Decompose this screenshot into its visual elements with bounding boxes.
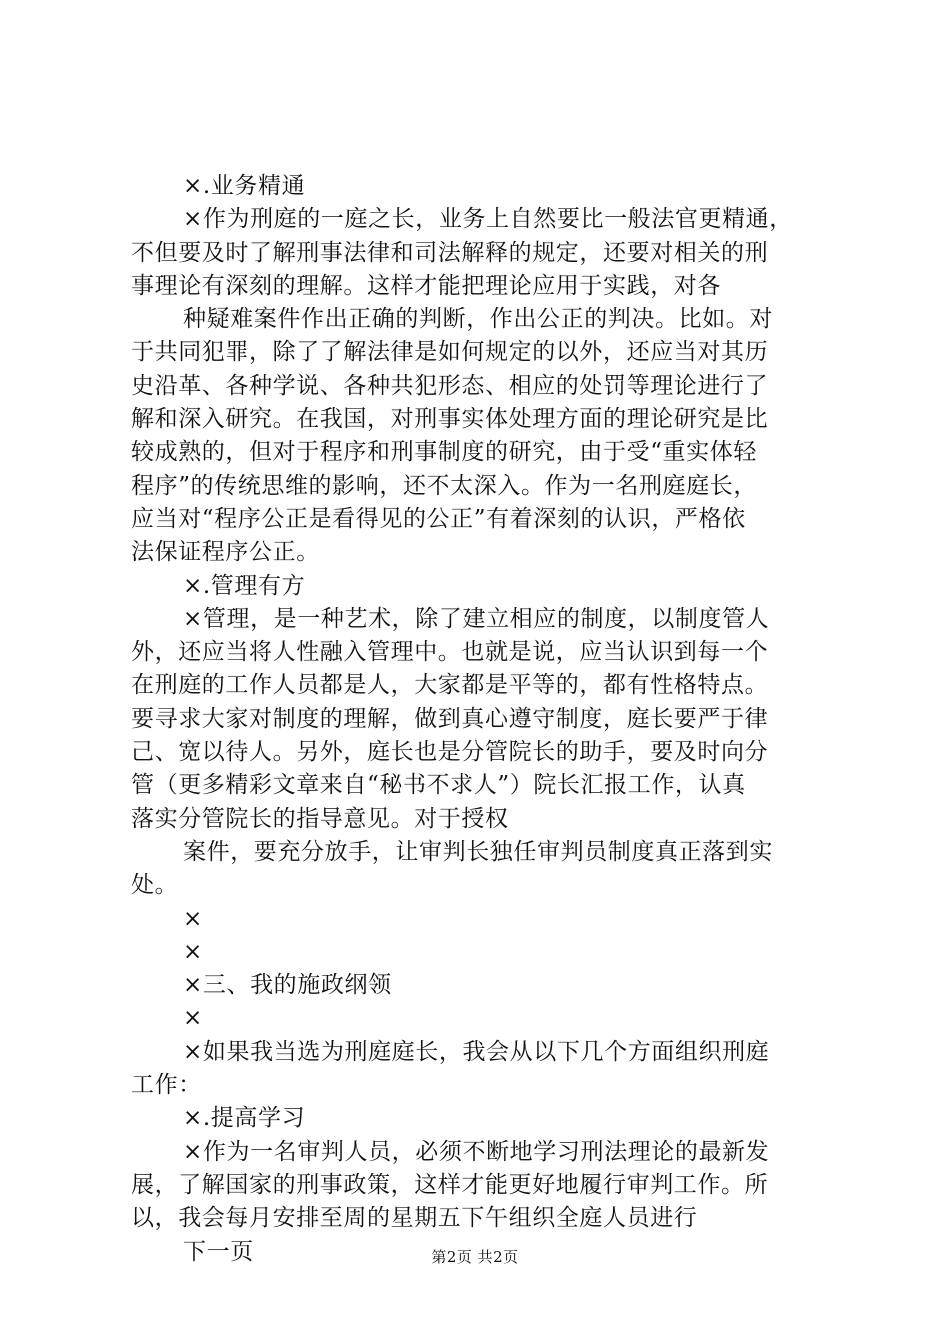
text-line: 外，还应当将人性融入管理中。也就是说，应当认识到每一个 bbox=[131, 639, 769, 666]
text-line: 处。 bbox=[131, 872, 179, 899]
text-line: ×.管理有方 bbox=[183, 572, 306, 599]
text-line: 己、宽以待人。另外，庭长也是分管院长的助手，要及时向分 bbox=[131, 739, 769, 766]
text-line: ×作为刑庭的一庭之长，业务上自然要比一般法官更精通， bbox=[183, 206, 793, 233]
text-line: 落实分管院长的指导意见。对于授权 bbox=[131, 805, 509, 832]
text-line: 展，了解国家的刑事政策，这样才能更好地履行审判工作。所 bbox=[131, 1171, 769, 1198]
text-line: 法保证程序公正。 bbox=[131, 539, 320, 566]
text-line: 于共同犯罪，除了了解法律是如何规定的以外，还应当对其历 bbox=[131, 339, 769, 366]
text-line: ×.提高学习 bbox=[183, 1105, 306, 1132]
text-line: ×三、我的施政纲领 bbox=[183, 972, 392, 999]
text-line: 解和深入研究。在我国，对刑事实体处理方面的理论研究是比 bbox=[131, 406, 769, 433]
text-line: 程序”的传统思维的影响，还不太深入。作为一名刑庭庭长， bbox=[131, 472, 757, 499]
text-line: 下一页 bbox=[183, 1238, 254, 1265]
text-line: ×作为一名审判人员，必须不断地学习刑法理论的最新发 bbox=[183, 1138, 770, 1165]
text-line: 以，我会每月安排至周的星期五下午组织全庭人员进行 bbox=[131, 1205, 698, 1232]
text-line: 在刑庭的工作人员都是人，大家都是平等的，都有性格特点。 bbox=[131, 672, 769, 699]
document-body bbox=[131, 170, 831, 1269]
text-line: 事理论有深刻的理解。这样才能把理论应用于实践，对各 bbox=[131, 272, 721, 299]
text-line: 种疑难案件作出正确的判断，作出公正的判决。比如。对 bbox=[183, 306, 773, 333]
text-line: 工作： bbox=[131, 1072, 202, 1099]
text-line: ×.业务精通 bbox=[183, 173, 306, 199]
text-line: ×管理，是一种艺术，除了建立相应的制度，以制度管人 bbox=[183, 605, 770, 632]
text-line: × bbox=[183, 905, 203, 932]
text-line: 史沿革、各种学说、各种共犯形态、相应的处罚等理论进行了 bbox=[131, 372, 769, 399]
text-line: × bbox=[183, 1005, 203, 1032]
text-line: 不但要及时了解刑事法律和司法解释的规定，还要对相关的刑 bbox=[131, 239, 769, 266]
text-line: 案件，要充分放手，让审判长独任审判员制度真正落到实 bbox=[183, 838, 773, 865]
text-line: 应当对“程序公正是看得见的公正”有着深刻的认识，严格依 bbox=[131, 505, 746, 532]
page-footer: 第2页 共2页 bbox=[431, 1248, 519, 1266]
text-line: × bbox=[183, 938, 203, 965]
text-line: 较成熟的，但对于程序和刑事制度的研究，由于受“重实体轻 bbox=[131, 439, 757, 466]
text-line: ×如果我当选为刑庭庭长，我会从以下几个方面组织刑庭 bbox=[183, 1038, 770, 1065]
text-line: 要寻求大家对制度的理解，做到真心遵守制度，庭长要严于律 bbox=[131, 705, 769, 732]
text-line: 管（更多精彩文章来自“秘书不求人”）院长汇报工作，认真 bbox=[131, 772, 746, 799]
